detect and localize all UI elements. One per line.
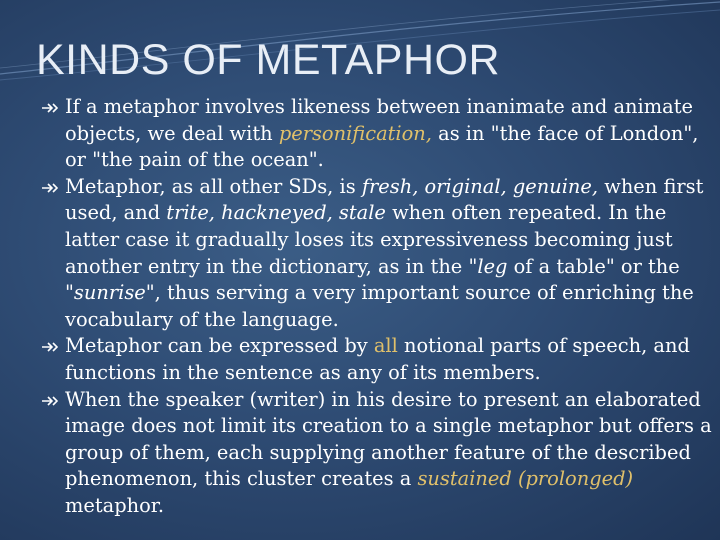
bullet-text: of a table" or the " <box>65 254 680 305</box>
italic-term: leg <box>477 254 508 278</box>
bullet-item-fresh-trite <box>22 174 712 334</box>
bullet-text: If a metaphor involves likeness between inanimate and animate objects, we deal with <box>65 95 693 145</box>
bullet-text: , thus serving a very important source of enriching the vocabulary of the language. <box>65 281 694 331</box>
bullet-text: when first used, and <box>65 174 704 225</box>
slide-title: KINDS OF METAPHOR <box>36 36 501 84</box>
bullet-item-personification <box>22 94 712 174</box>
bullet-text: When the speaker (writer) in his desire to present an elaborated image does not limit its creation to a single metaphor but offers a group of them, each supplying another feature of the described phenomenon, this cluster creates a <box>65 387 712 491</box>
bullet-text: notional parts of speech, and functions in the sentence as any of its members. <box>65 334 690 384</box>
highlight-term: personification, <box>278 121 432 145</box>
bullet-text: as in "the face of London", or "the pain of the ocean". <box>65 121 699 172</box>
italic-term: trite, hackneyed, stale <box>166 201 386 225</box>
bullet-text: Metaphor can be expressed by <box>65 334 374 358</box>
arrow-bullet-icon <box>42 395 58 407</box>
bullet-item-parts-of-speech <box>22 333 712 386</box>
italic-term: sunrise" <box>73 281 155 305</box>
bullet-text: when often repeated. In the latter case it gradually loses its expressiveness becoming just another entry in the dictionary, as in the " <box>65 201 673 278</box>
italic-term: fresh, original, genuine, <box>361 174 599 198</box>
bullet-text: Metaphor, as all other SDs, is <box>65 174 362 198</box>
bullet-list <box>22 94 712 520</box>
highlight-term: all <box>373 334 398 358</box>
arrow-bullet-icon <box>42 102 58 114</box>
bullet-text: metaphor. <box>65 493 165 517</box>
highlight-term: sustained (prolonged) <box>417 467 634 491</box>
arrow-bullet-icon <box>42 341 58 353</box>
bullet-item-sustained <box>22 387 712 520</box>
arrow-bullet-icon <box>42 182 58 194</box>
